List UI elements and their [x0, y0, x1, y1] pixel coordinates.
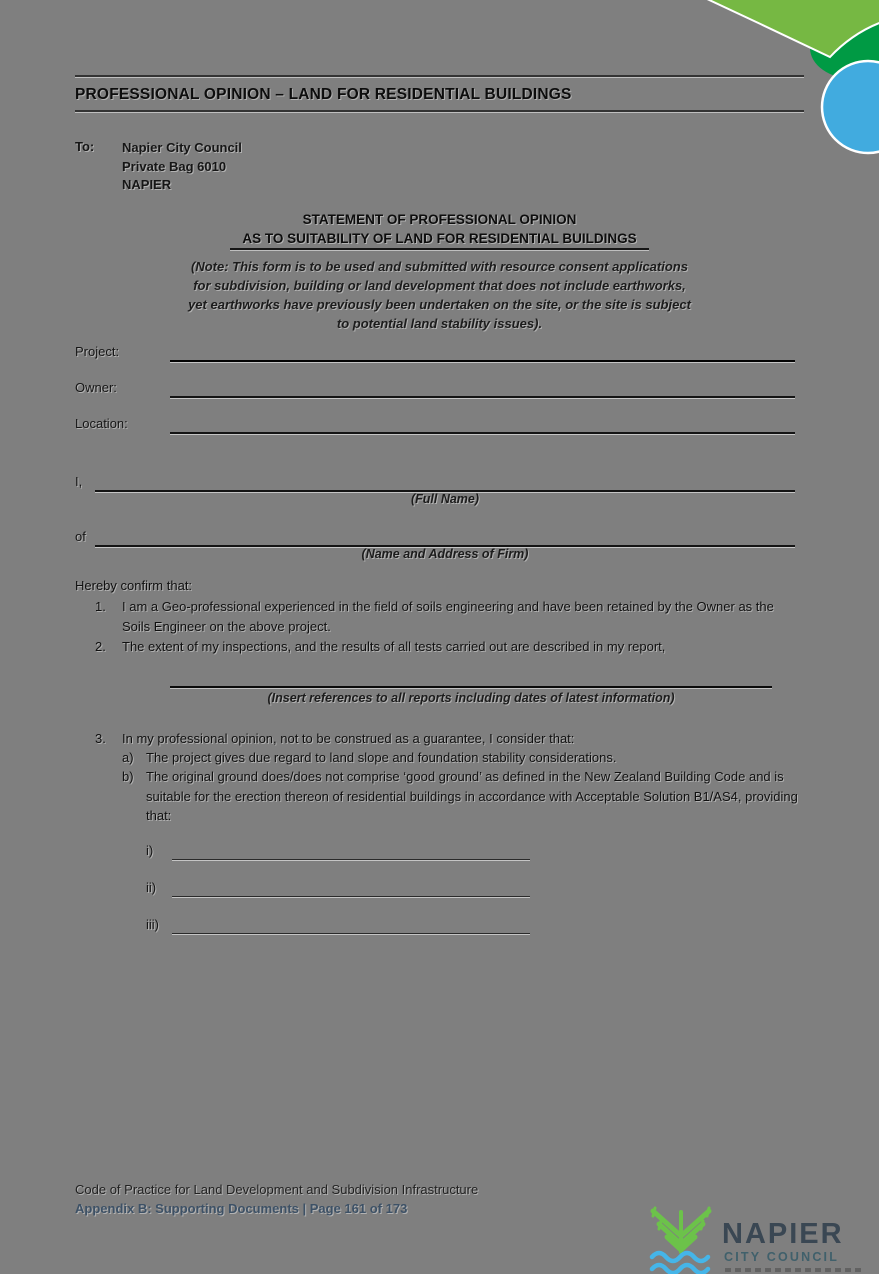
- i-label: I,: [75, 474, 83, 489]
- proviso-row-ii: [146, 879, 546, 897]
- statement-block: [75, 212, 804, 333]
- corner-decoration: [684, 0, 879, 170]
- statement-note-line: to potential land stability issues).: [336, 316, 543, 331]
- statement-heading-line2: AS TO SUITABILITY OF LAND FOR RESIDENTIAL BUILDINGS: [75, 231, 804, 250]
- statement-note-line: for subdivision, building or land development that does not include earthworks,: [193, 278, 686, 293]
- to-label: To:: [75, 139, 95, 154]
- logo-subtitle-text: CITY COUNCIL: [724, 1250, 840, 1264]
- statement-note-line: yet earthworks have previously been undertaken on the site, or the site is subject: [188, 297, 691, 312]
- title-underline-rule: [75, 110, 804, 112]
- full-name-caption: (Full Name): [410, 492, 480, 506]
- location-field-row: [75, 412, 804, 434]
- sub-item-text: The project gives due regard to land slope and foundation stability considerations.: [146, 750, 617, 765]
- fern-tree-icon: [648, 1204, 714, 1274]
- item-number: 3.: [95, 731, 106, 746]
- statement-note: [75, 257, 804, 333]
- proviso-blank-line: [172, 859, 530, 860]
- owner-field-row: [75, 376, 804, 398]
- statement-note-line: (Note: This form is to be used and submitted with resource consent applications: [191, 259, 688, 274]
- item-number: 1.: [95, 599, 106, 614]
- proviso-blank-line: [172, 896, 530, 897]
- report-reference-blank-line: [170, 668, 772, 688]
- statement-heading-line1: STATEMENT OF PROFESSIONAL OPINION: [302, 212, 577, 227]
- roman-label: ii): [146, 880, 157, 895]
- location-blank-line: [170, 432, 795, 434]
- project-blank-line: [170, 360, 795, 362]
- proviso-row-iii: [146, 916, 546, 934]
- confirm-heading: Hereby confirm that:: [75, 578, 193, 593]
- sub-item-a: [122, 748, 806, 768]
- footer-appendix-page: Appendix B: Supporting Documents | Page 161 of 173: [75, 1201, 408, 1216]
- confirm-item-1: [95, 597, 800, 636]
- item-number: 2.: [95, 639, 106, 654]
- recipient-line: Private Bag 6010: [122, 158, 227, 174]
- report-reference-caption: (Insert references to all reports including dates of latest information): [267, 691, 675, 705]
- proviso-blank-line: [172, 933, 530, 934]
- owner-label: Owner:: [75, 380, 117, 395]
- sub-item-label: a): [122, 750, 134, 765]
- project-field-row: [75, 340, 804, 362]
- item-text: In my professional opinion, not to be construed as a guarantee, I consider that:: [122, 731, 575, 746]
- proviso-row-i: [146, 842, 546, 860]
- confirm-item-2: [95, 637, 800, 657]
- recipient-line: Napier City Council: [122, 140, 242, 155]
- logo-cutoff-tagline: [725, 1268, 865, 1272]
- corner-blue-circle: [822, 61, 879, 153]
- sub-item-label: b): [122, 769, 134, 784]
- item-text: The extent of my inspections, and the results of all tests carried out are described in my report,: [122, 639, 666, 654]
- roman-label: iii): [146, 917, 159, 932]
- sub-item-b: [122, 767, 806, 826]
- item-text: I am a Geo-professional experienced in the field of soils engineering and have been retained by the Owner as the Soils Engineer on the above project.: [122, 599, 774, 634]
- logo-name-text: NAPIER: [722, 1218, 844, 1250]
- declarant-name-row: [75, 468, 804, 492]
- sub-item-text: The original ground does/does not comprise ‘good ground’ as defined in the New Zealand Building Code and is suitable for the erection thereon of residential buildings in accordance with Acceptable Solution B1/AS4, providing that:: [146, 769, 798, 823]
- recipient-line: NAPIER: [122, 177, 172, 192]
- project-label: Project:: [75, 344, 120, 359]
- firm-caption: (Name and Address of Firm): [361, 547, 529, 561]
- water-waves-icon: [652, 1253, 708, 1273]
- declarant-firm-row: [75, 523, 804, 547]
- confirm-item-3: [95, 729, 800, 749]
- top-rule: [75, 75, 804, 77]
- location-label: Location:: [75, 416, 128, 431]
- footer-doc-title: Code of Practice for Land Development and Subdivision Infrastructure: [75, 1182, 479, 1197]
- page-title: PROFESSIONAL OPINION – LAND FOR RESIDENTIAL BUILDINGS: [75, 86, 572, 103]
- roman-label: i): [146, 843, 154, 858]
- napier-city-council-logo: [648, 1204, 878, 1274]
- owner-blank-line: [170, 396, 795, 398]
- of-label: of: [75, 529, 86, 544]
